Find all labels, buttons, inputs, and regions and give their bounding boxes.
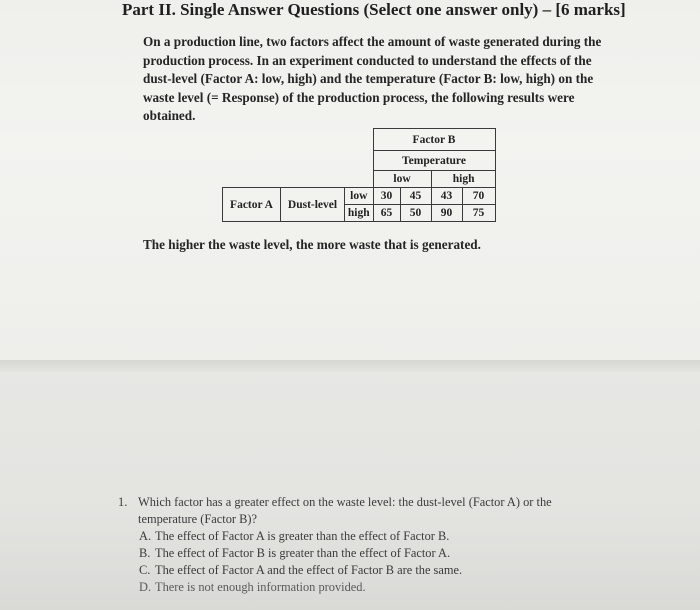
table-cell: 30: [373, 188, 400, 205]
question-number: 1.: [118, 495, 128, 509]
row-label-high: high: [345, 205, 374, 222]
factor-a-label: Factor A: [223, 188, 281, 222]
temp-low-header: low: [373, 171, 431, 188]
question-1: [118, 494, 618, 596]
option-a[interactable]: [118, 528, 618, 545]
intro-paragraph: On a production line, two factors affect the amount of waste generated during the production process. In an experiment conducted to understand the effects of the dust-level (Factor A: low, high) and the temperature (Factor B: low, high) on the waste level (= Response) of the production process, the following results were obtained.: [143, 34, 602, 123]
option-text: The effect of Factor A is greater than the effect of Factor B.: [155, 529, 450, 543]
row-label-low: low: [345, 188, 374, 205]
page-divider: [0, 360, 700, 372]
table-cell: 43: [431, 188, 462, 205]
option-letter: B.: [139, 546, 151, 560]
option-b[interactable]: [118, 545, 618, 562]
dust-level-label: Dust-level: [281, 188, 345, 222]
table-cell: 45: [400, 188, 431, 205]
table-cell: 50: [400, 205, 431, 222]
section-title: Part II. Single Answer Questions (Select one answer only) – [6 marks]: [122, 0, 626, 19]
option-letter: C.: [139, 563, 151, 577]
factor-b-header: Factor B: [373, 129, 495, 151]
option-letter: D.: [139, 580, 152, 594]
table-cell: 90: [431, 205, 462, 222]
option-letter: A.: [139, 529, 152, 543]
table-cell: 75: [462, 205, 495, 222]
option-text: The effect of Factor A and the effect of Factor B are the same.: [155, 563, 463, 577]
table-cell: 65: [373, 205, 400, 222]
option-text: There is not enough information provided.: [155, 580, 366, 594]
question-text-line2: temperature (Factor B)?: [138, 512, 258, 526]
waste-note: The higher the waste level, the more waste that is generated.: [143, 237, 481, 252]
results-table: [222, 128, 496, 222]
temp-high-header: high: [431, 171, 495, 188]
option-text: The effect of Factor B is greater than the effect of Factor A.: [155, 546, 451, 560]
option-c[interactable]: [118, 562, 618, 579]
option-d[interactable]: [118, 579, 618, 596]
temperature-header: Temperature: [373, 151, 495, 171]
question-text-line1: Which factor has a greater effect on the waste level: the dust-level (Factor A) or the: [138, 495, 552, 509]
table-cell: 70: [462, 188, 495, 205]
